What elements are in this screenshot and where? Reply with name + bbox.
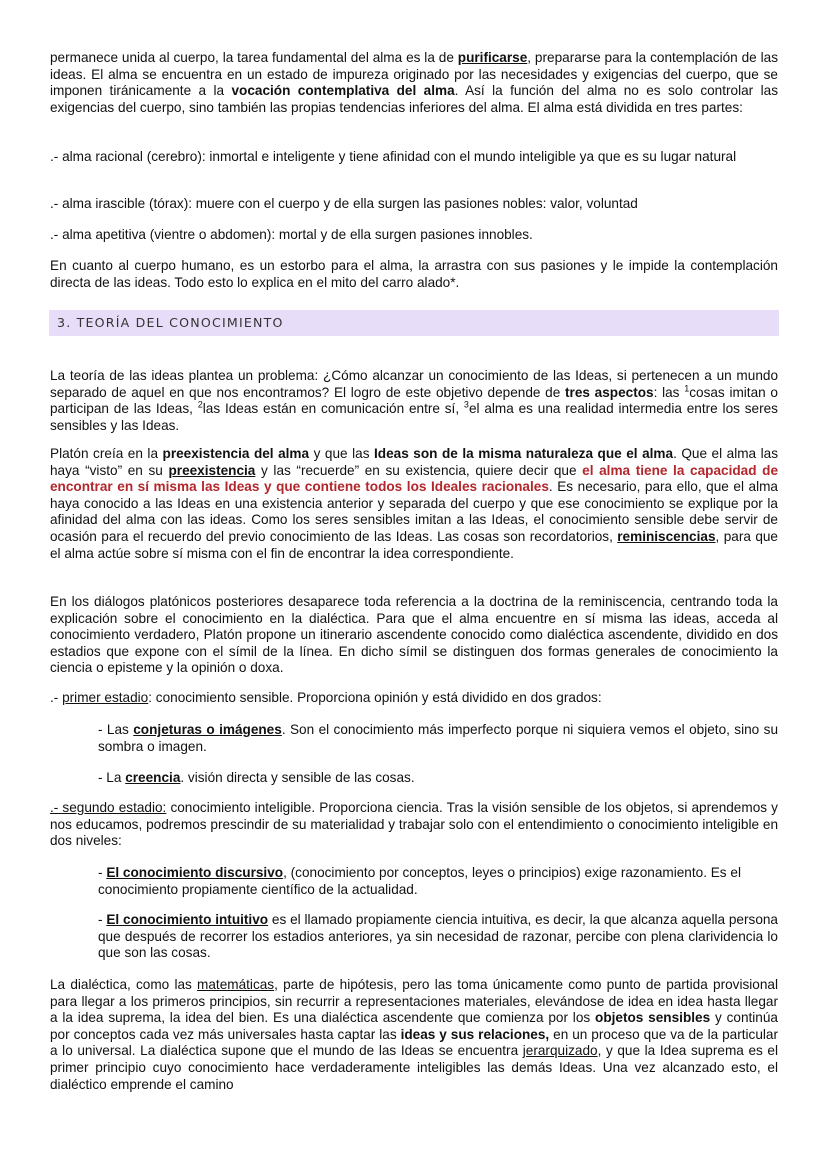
- item-creencia: - La creencia. visión directa y sensible de las cosas.: [98, 770, 415, 785]
- section-header-band: [49, 310, 779, 336]
- item-discursivo: - El conocimiento discursivo, (conocimiento por conceptos, leyes o principios) exige razonamiento. Es el conocimiento propiamente científico de la actualidad.: [98, 865, 741, 897]
- emphasis-purificarse: purificarse: [457, 50, 528, 65]
- list-item-alma-irascible: .- alma irascible (tórax): muere con el cuerpo y de ella surgen las pasiones nobles: valor, voluntad: [50, 196, 638, 211]
- paragraph-purificacion: permanece unida al cuerpo, la tarea fundamental del alma es la de purificarse, prepararse para la contemplación de las ideas. El alma se encuentra en un estado de impureza originado por las necesidades y exigencias del cuerpo, que se imponen tiránicamente a la vocación contemplativa del alma. Así la función del alma no es solo controlar las exigencias del cuerpo, sino también las propias tendencias inferiores del alma. El alma está dividida en tres partes:: [50, 50, 778, 115]
- paragraph-cuerpo: En cuanto al cuerpo humano, es un estorbo para el alma, la arrastra con sus pasiones y le impide la contemplación directa de las ideas. Todo esto lo explica en el mito del carro alado*.: [50, 258, 778, 290]
- item-intuitivo: - El conocimiento intuitivo es el llamado propiamente ciencia intuitiva, es decir, la que alcanza aquella persona que después de recorrer los estadios anteriores, ya sin necesidad de razonar, percibe con plena clarividencia lo que son las cosas.: [98, 912, 778, 961]
- paragraph-preexistencia: Platón creía en la preexistencia del alma y que las Ideas son de la misma naturaleza que el alma. Que el alma las haya “visto” en su preexistencia y las “recuerde” en su existencia, quiere decir que el alma tiene la capacidad de encontrar en sí misma las Ideas y que contiene todos los Ideales racionales. Es necesario, para ello, que el alma haya conocido a las Ideas en una existencia anterior y separada del cuerpo y que ese conocimiento se explique por la afinidad del alma con las ideas. Como los seres sensibles imitan a las Ideas, el conocimiento sensible debe servir de ocasión para el recuerdo del previo conocimiento de las Ideas. Las cosas son recordatorios, reminiscencias, para que el alma actúe sobre sí misma con el fin de encontrar la idea correspondiente.: [50, 446, 779, 561]
- item-conjeturas: - Las conjeturas o imágenes. Son el conocimiento más imperfecto porque ni siquiera vemos el objeto, sino su sombra o imagen.: [98, 722, 778, 754]
- paragraph-problema: La teoría de las ideas plantea un problema: ¿Cómo alcanzar un conocimiento de las Ideas, si pertenecen a un mundo separado de aquel en que nos encontramos? El logro de este objetivo depende de tres aspectos: las $^1$cosas imitan o participan de las Ideas, $^2$las Ideas están en comunicación entre sí, $^3$el alma es una realidad intermedia entre los seres sensibles y las Ideas.: [50, 368, 778, 433]
- paragraph-dialectica: La dialéctica, como las matemáticas, parte de hipótesis, pero las toma únicamente como punto de partida provisional para llegar a los primeros principios, sin recurrir a representaciones materiales, elevándose de idea en idea hasta llegar a la idea suprema, la idea del bien. Es una dialéctica ascendente que comienza por los objetos sensibles y continúa por conceptos cada vez más universales hasta captar las ideas y sus relaciones, en un proceso que va de la particular a lo universal. La dialéctica supone que el mundo de las Ideas se encuentra jerarquizado, y que la Idea suprema es el primer principio cuyo conocimiento hace verdaderamente inteligibles las demás Ideas. Una vez alcanzado esto, el dialéctico emprende el camino: [50, 977, 778, 1092]
- paragraph-dialogos: En los diálogos platónicos posteriores desaparece toda referencia a la doctrina de la reminiscencia, centrando toda la explicación sobre el conocimiento en la dialéctica. Para que el alma encuentre en sí misma las ideas, acceda al conocimiento verdadero, Platón propone un itinerario ascendente conocido como dialéctica ascendente, dividido en dos estadios que expone con el símil de la línea. En dicho símil se distinguen dos formas generales de conocimiento la ciencia o episteme y la opinión o doxa.: [50, 594, 778, 676]
- list-item-alma-racional: .- alma racional (cerebro): inmortal e inteligente y tiene afinidad con el mundo inteligible ya que es su lugar natural: [50, 149, 737, 164]
- section-title: 3. TEORÍA DEL CONOCIMIENTO: [57, 315, 284, 330]
- primer-estadio: .- primer estadio: conocimiento sensible. Proporciona opinión y está dividido en dos grados:: [50, 690, 602, 705]
- highlight-red: el alma tiene la capacidad de encontrar en sí misma las Ideas y que contiene todos los Ideales racionales: [50, 462, 778, 495]
- list-item-alma-apetitiva: .- alma apetitiva (vientre o abdomen): mortal y de ella surgen pasiones innobles.: [50, 227, 533, 242]
- segundo-estadio: .- segundo estadio: conocimiento inteligible. Proporciona ciencia. Tras la visión sensible de los objetos, si aprendemos y nos educamos, podremos prescindir de su materialidad y trabajar solo con el entendimiento o conocimiento inteligible en dos niveles:: [50, 800, 778, 849]
- emphasis-vocacion: vocación contemplativa del alma: [231, 83, 455, 99]
